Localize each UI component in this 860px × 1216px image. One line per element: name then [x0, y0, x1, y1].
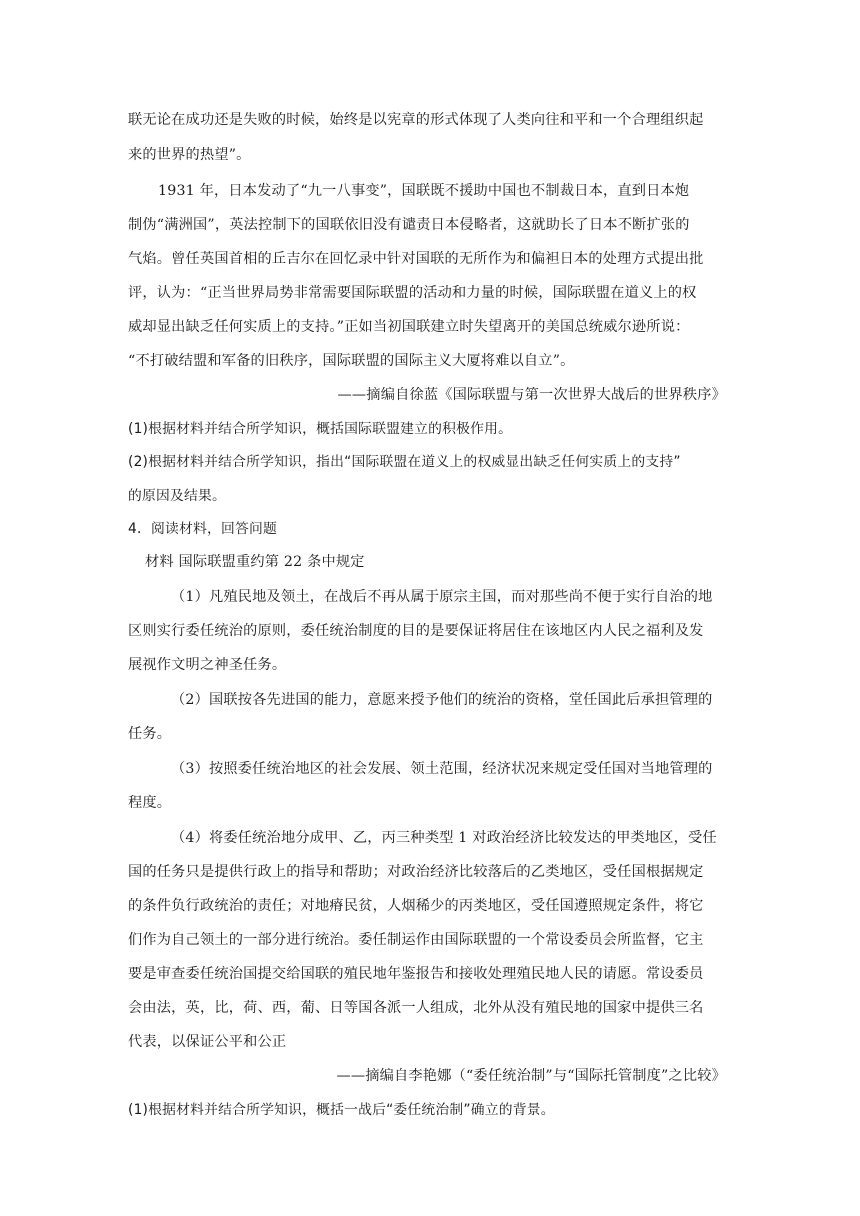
- paragraph-line: 威却显出缺乏任何实质上的支持。”正如当初国联建立时失望离开的美国总统威尔逊所说：: [128, 319, 690, 335]
- paragraph-line: （4）将委任统治地分成甲、乙，丙三种类型 1 对政治经济比较发达的甲类地区，受任: [171, 830, 717, 846]
- paragraph-line: 代表，以保证公平和公正: [128, 1034, 287, 1050]
- paragraph-line: 国的任务只是提供行政上的指导和帮助；对政治经济比较落后的乙类地区，受任国根据规定: [128, 864, 704, 880]
- paragraph-line: 评，认为：“正当世界局势非常需要国际联盟的活动和力量的时候，国际联盟在道义上的权: [128, 285, 697, 301]
- section-heading: 4．阅读材料，回答问题: [128, 521, 277, 537]
- question-1: (1)根据材料并结合所学知识，概括国际联盟建立的积极作用。: [128, 421, 513, 437]
- paragraph-line: 要是审查委任统治国提交给国联的殖民地年鉴报告和接收处理殖民地人民的请愿。常设委员: [128, 966, 704, 982]
- source-citation: ——摘编自徐蓝《国际联盟与第一次世界大战后的世界秩序》: [337, 387, 726, 403]
- question-2: (2)根据材料并结合所学知识，指出“国际联盟在道义上的权威显出缺乏任何实质上的支持”: [128, 454, 681, 470]
- paragraph-line: 来的世界的热望”。: [128, 147, 251, 163]
- paragraph-line: （1）凡殖民地及领土，在战后不再从属于原宗主国，而对那些尚不便于实行自治的地: [171, 589, 713, 605]
- paragraph-line: 们作为自己领土的一部分进行统治。委任制运作由国际联盟的一个常设委员会所监督，它主: [128, 932, 704, 948]
- question-2-continued: 的原因及结果。: [128, 488, 226, 504]
- paragraph-line: 制伪“满洲国”，英法控制下的国联依旧没有谴责日本侵略者，这就助长了日本不断扩张的: [128, 217, 690, 233]
- paragraph-line: （3）按照委任统治地区的社会发展、领土范围，经济状况来规定受任国对当地管理的: [171, 761, 713, 777]
- material-heading: 材料 国际联盟重约第 22 条中规定: [145, 554, 365, 570]
- paragraph-line: 的条件负行政统治的责任；对地瘠民贫，人烟稀少的丙类地区，受任国遵照规定条件，将它: [128, 898, 704, 914]
- paragraph-line: 气焰。曾任英国首相的丘吉尔在回忆录中针对国联的无所作为和偏袒日本的处理方式提出批: [128, 251, 704, 267]
- paragraph-line: 展视作文明之神圣任务。: [128, 657, 287, 673]
- paragraph-line: 任务。: [128, 726, 172, 742]
- paragraph-line: “不打破结盟和军备的旧秩序，国际联盟的国际主义大厦将难以自立”。: [128, 353, 575, 369]
- source-citation: ——摘编自李艳娜（“委任统治制”与“国际托管制度”之比较》: [336, 1068, 726, 1084]
- question-1: (1)根据材料并结合所学知识，概括一战后“委任统治制”确立的背景。: [128, 1102, 555, 1118]
- paragraph-line: （2）国联按各先进国的能力，意愿来授予他们的统治的资格，堂任国此后承担管理的: [171, 692, 713, 708]
- paragraph-line: 1931 年，日本发动了“九一八事变”，国联既不援助中国也不制裁日本，直到日本炮: [158, 183, 690, 199]
- paragraph-line: 联无论在成功还是失败的时候，始终是以宪章的形式体现了人类向往和平和一个合理组织起: [128, 112, 704, 128]
- paragraph-line: 区则实行委任统治的原则，委任统治制度的目的是要保证将居住在该地区内人民之福利及发: [128, 623, 704, 639]
- paragraph-line: 程度。: [128, 795, 172, 811]
- paragraph-line: 会由法，英，比，荷、西，葡、日等国各派一人组成，北外从没有殖民地的国家中提供三名: [128, 1000, 704, 1016]
